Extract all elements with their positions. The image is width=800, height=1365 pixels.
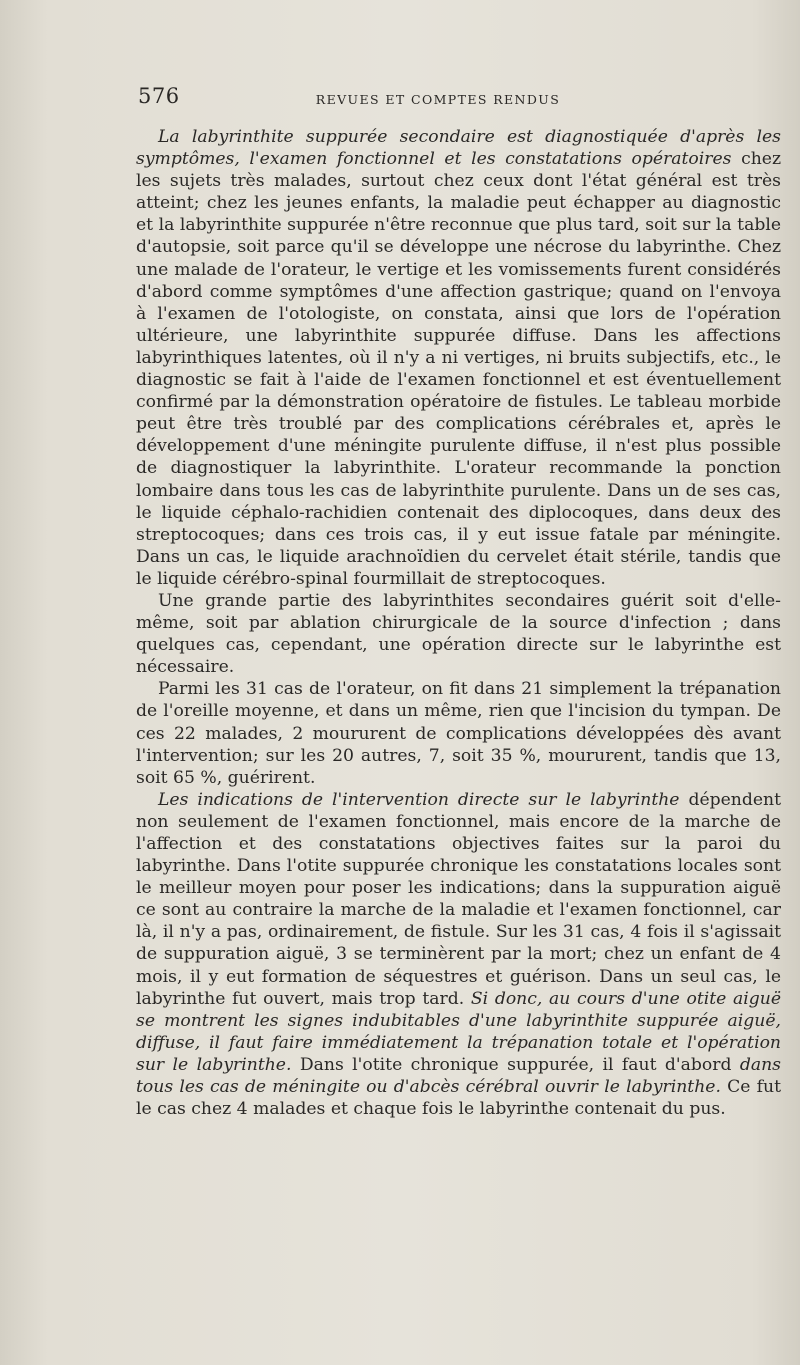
- text-segment: dépendent non seulement de l'examen fonctionnel, mais encore de la marche de l'affection et des constatations objectives faites sur la paroi du labyrinthe. Dans l'otite suppurée chronique les constatations locales sont le meilleur moyen pour poser les indications; dans la suppuration aiguë ce sont au contraire la marche de la maladie et l'examen fonctionnel, car là, il n'y a pas, ordinairement, de fistule. Sur les 31 cas, 4 fois il s'agissait de suppuration aiguë, 3 se terminèrent par la mort; chez un enfant de 4 mois, il y eut formation de séquestres et guérison. Dans un seul cas, le labyrinthe fut ouvert, mais trop tard.: [136, 789, 782, 1009]
- text-segment: Si donc, au cours d'une otite aiguë se montrent les signes indubitables d'une labyrinthite suppurée aiguë, diffuse, il faut faire immédiatement la trépanation totale et l'opération sur le labyrinthe.: [136, 988, 781, 1075]
- text-segment: Parmi les 31 cas de l'orateur, on fit dans 21 simplement la trépanation de l'oreille moyenne, et dans un même, rien que l'incision du tympan. De ces 22 malades, 2 moururent de complications développées dès avant l'intervention; sur les 20 autres, 7, soit 35 %, moururent, tandis que 13, soit 65 %, guérirent.: [136, 679, 781, 788]
- page-number: 576: [138, 84, 180, 108]
- text-segment: Une grande partie des labyrinthites secondaires guérit soit d'elle-même, soit par ablation chirurgicale de la source d'infection ; dans quelques cas, cependant, une opération directe sur le labyrinthe est nécessaire.: [136, 590, 781, 678]
- text-segment: Dans l'otite chronique suppurée, il faut d'abord: [291, 1054, 740, 1075]
- text-segment: Ce fut le cas chez 4 malades et chaque fois le labyrinthe contenait du pus.: [136, 1077, 781, 1120]
- page-header: [138, 84, 778, 116]
- text-segment: dans tous les cas de méningite ou d'abcès cérébral ouvrir le labyrinthe.: [136, 1054, 781, 1098]
- paragraph: [136, 126, 781, 590]
- running-title: REVUES ET COMPTES RENDUS: [315, 92, 561, 107]
- text-segment: La labyrinthite suppurée secondaire est diagnostiquée d'après les symptômes, l'examen fonctionnel et les constatations opératoires: [136, 127, 781, 170]
- text-segment: Les indications de l'intervention directe sur le labyrinthe: [158, 789, 680, 810]
- paragraph: [136, 678, 781, 788]
- paragraph: [136, 789, 781, 1120]
- text-segment: chez les sujets très malades, surtout chez ceux dont l'état général est très atteint; chez les jeunes enfants, la maladie peut échapper au diagnostic et la labyrinthite suppurée n'être reconnue que plus tard, soit sur la table d'autopsie, soit parce qu'il se développe une nécrose du labyrinthe. Chez une malade de l'orateur, le vertige et les vomissements furent considérés d'abord comme symptômes d'une affection gastrique; quand on l'envoya à l'examen de l'otologiste, on constata, ainsi que lors de l'opération ultérieure, une labyrinthite suppurée diffuse. Dans les affections labyrinthiques latentes, où il n'y a ni vertiges, ni bruits subjectifs, etc., le diagnostic se fait à l'aide de l'examen fonctionnel et est éventuellement confirmé par la démonstration opératoire de fistules. Le tableau morbide peut être très troublé par des complications cérébrales et, après le développement d'une méningite purulente diffuse, il n'est plus possible de diagnostiquer la labyrinthite. L'orateur recommande la ponction lombaire dans tous les cas de labyrinthite purulente. Dans un de ses cas, le liquide céphalo-rachidien contenait des diplocoques, dans deux des streptocoques; dans ces trois cas, il y eut issue fatale par méningite. Dans un cas, le liquide arachnoïdien du cervelet était stérile, tandis que le liquide cérébro-spinal fourmillait de streptocoques.: [136, 149, 782, 589]
- body-text: [136, 126, 781, 1120]
- paragraph: [136, 590, 781, 678]
